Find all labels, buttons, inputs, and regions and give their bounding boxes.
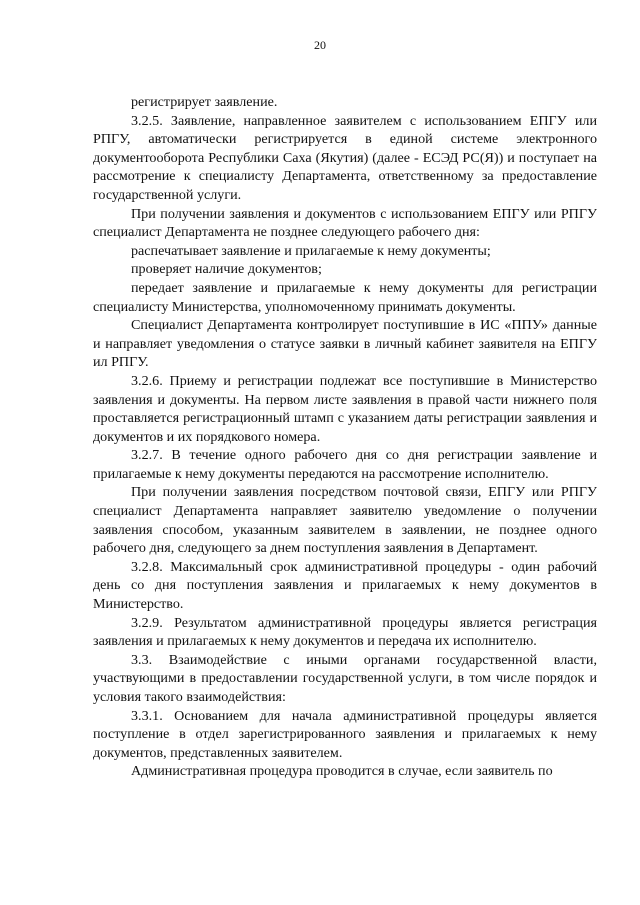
paragraph: проверяет наличие документов;	[131, 261, 322, 278]
document-body	[93, 93, 597, 781]
paragraph: Специалист Департамента контролирует поступившие в ИС «ППУ» данные и направляет уведомления о статусе заявки в личный кабинет заявителя на ЕПГУ ил РПГУ.	[93, 317, 597, 371]
paragraph: регистрирует заявление.	[131, 94, 278, 110]
paragraph: При получении заявления посредством почтовой связи, ЕПГУ или РПГУ специалист Департамента направляет заявителю уведомление о получении заявления способом, указанным заявителем в заявлении, не позднее одного рабочего дня, следующего за днем поступления заявления в Департамент.	[93, 484, 597, 557]
paragraph: 3.2.9. Результатом административной процедуры является регистрация заявления и прилагаемых к нему документов и передача их исполнителю.	[93, 614, 597, 650]
paragraph: передает заявление и прилагаемые к нему документы для регистрации специалисту Министерства, уполномоченному принимать документы.	[93, 279, 597, 315]
paragraph: При получении заявления и документов с использованием ЕПГУ или РПГУ специалист Департамента не позднее следующего рабочего дня:	[93, 205, 597, 241]
paragraph: 3.3. Взаимодействие с иными органами государственной власти, участвующими в предоставлении государственной услуги, в том числе порядок и условия такого взаимодействия:	[93, 651, 597, 705]
paragraph: Административная процедура проводится в случае, если заявитель по	[131, 763, 553, 780]
paragraph: 3.2.8. Максимальный срок административной процедуры - один рабочий день со дня поступления заявления и прилагаемых к нему документов в Министерство.	[93, 558, 597, 613]
paragraph: 3.2.6. Приему и регистрации подлежат все поступившие в Министерство заявления и документы. На первом листе заявления в правой части нижнего поля проставляется регистрационный штамп с указанием даты регистрации заявления и документов и их порядкового номера.	[93, 372, 597, 445]
paragraph: 3.3.1. Основанием для начала административной процедуры является поступление в отдел зарегистрированного заявления и прилагаемых к нему документов, представленных заявителем.	[93, 707, 597, 761]
paragraph: 3.2.5. Заявление, направленное заявителем с использованием ЕПГУ или РПГУ, автоматически регистрируется в единой системе электронного документооборота Республики Саха (Якутия) (далее - ЕСЭД РС(Я)) и поступает на рассмотрение к специалисту Департамента, ответственному за предоставление государственной услуги.	[93, 112, 597, 203]
page-number: 20	[314, 38, 326, 52]
paragraph: 3.2.7. В течение одного рабочего дня со дня регистрации заявление и прилагаемые к нему документы передаются на рассмотрение исполнителю.	[93, 447, 597, 482]
paragraph: распечатывает заявление и прилагаемые к нему документы;	[131, 242, 491, 259]
